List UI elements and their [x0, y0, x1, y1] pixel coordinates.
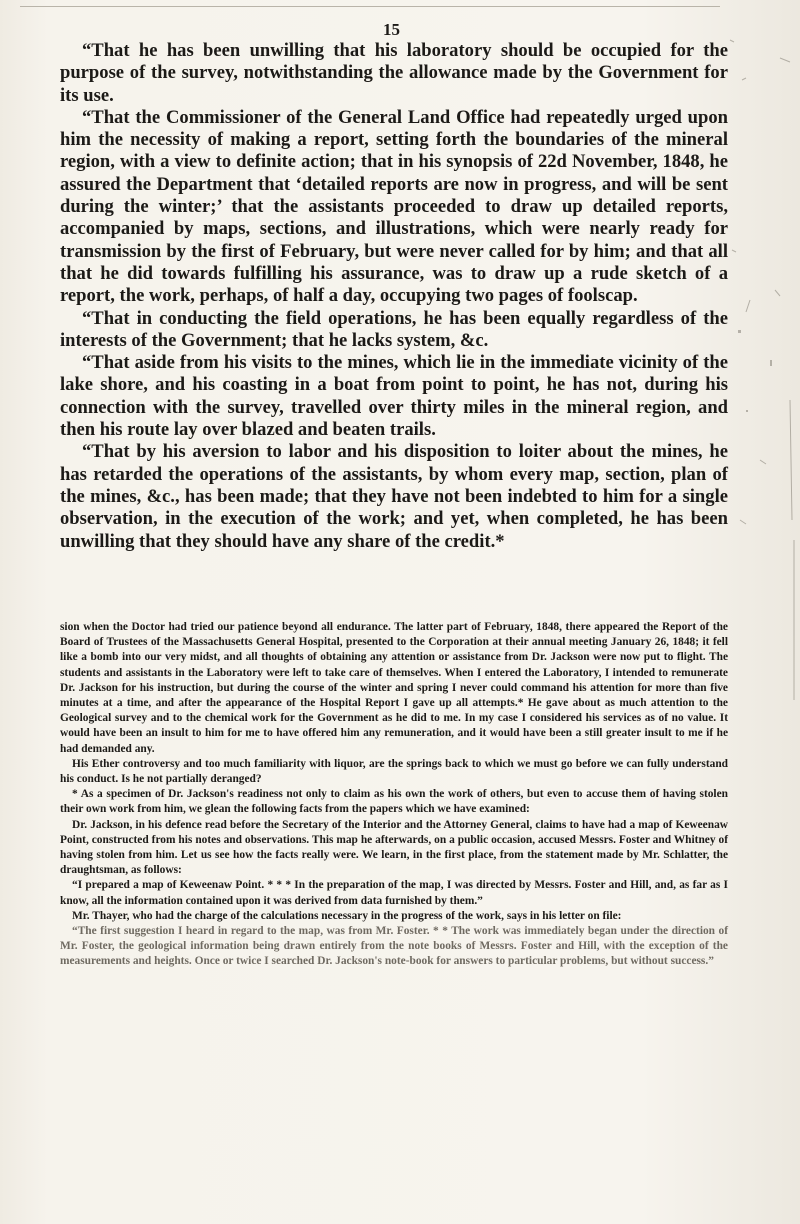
- paragraph: “That the Commissioner of the General Land Office had repeatedly urged upon him the necessity of making a report, setting forth the boundaries of the mineral region, with a view to definite action; that in his synopsis of 22d November, 1848, he assured the Department that ‘detailed reports are now in progress, and will be sent during the winter;’ that the assistants proceeded to draw up detailed reports, accompanied by maps, sections, and illustrations, which were nearly ready for transmission by the first of February, but were never called for by him; and that all that he did towards fulfilling his assurance, was to draw up a rude sketch of a report, the work, perhaps, of half a day, occupying two pages of foolscap.: [60, 106, 728, 307]
- footnotes: [60, 620, 728, 970]
- top-edge-rule: [20, 6, 720, 7]
- paragraph: “That aside from his visits to the mines, which lie in the immediate vicinity of the lake shore, and his coasting in a boat from point to point, he has not, during his connection with the survey, travelled over thirty miles in the mineral region, and then his route lay over blazed and beaten trails.: [60, 352, 728, 441]
- footnote: Mr. Thayer, who had the charge of the calculations necessary in the progress of the work, says in his letter on file:: [72, 909, 622, 922]
- footnote: * As a specimen of Dr. Jackson's readiness not only to claim as his own the work of others, but even to accuse them of having stolen their own work from him, we glean the following facts from the papers which we have examined:: [60, 788, 728, 816]
- main-text: [60, 40, 728, 553]
- paragraph: “That by his aversion to labor and his disposition to loiter about the mines, he has retarded the operations of the assistants, by whom every map, section, plan of the mines, &c., has been made; that they have not been indebted to him for a single observation, in the execution of the work; and yet, when completed, he has been unwilling that they should have any share of the credit.*: [60, 441, 728, 552]
- paragraph: “That in conducting the field operations, he has been equally regardless of the interests of the Government; that he lacks system, &c.: [60, 307, 728, 351]
- footnote-quote: “The first suggestion I heard in regard to the map, was from Mr. Foster. * * The work was immediately began under the direction of Mr. Foster, the geological information being drawn entirely from the note books of Messrs. Foster and Hill, with the exception of the measurements and heights. Once or twice I searched Dr. Jackson's note-book for answers to particular problems, but without success.”: [60, 925, 728, 968]
- page-number: 15: [383, 20, 400, 39]
- footnote: Dr. Jackson, in his defence read before the Secretary of the Interior and the Attorney General, claims to have had a map of Keweenaw Point, constructed from his notes and observations. This map he afterwards, on a public occasion, accused Messrs. Foster and Whitney of having stolen from him. Let us see how the facts really were. We learn, in the first place, from the statement made by Mr. Schlatter, the draughtsman, as follows:: [60, 818, 728, 877]
- footnote-continuation: sion when the Doctor had tried our patience beyond all endurance. The latter part of February, 1848, there appeared the Report of the Board of Trustees of the Massachusetts General Hospital, presented to the Corporation at their annual meeting January 26, 1848; it fell like a bomb into our very midst, and all thoughts of obtaining any attention or assistance from Dr. Jackson were now put to flight. The students and assistants in the Laboratory were left to take care of themselves. When I entered the Laboratory, I intended to remunerate Dr. Jackson for his instruction, but during the course of the winter and spring I never could command his attention for more than five minutes at a time, and after the appearance of the Hospital Report I gave up all attempts.* He gave about as much attention to the Geological survey and to the chemical work for the Government as he did to me. In my case I considered his services as of no value. It would have been an insult to him for me to have offered him any remuneration, and it would have been a still greater insult to me if he had demanded any.: [60, 621, 728, 755]
- right-margin-bleed-marks: [720, 0, 800, 1224]
- footnote-quote: “I prepared a map of Keweenaw Point. * * * In the preparation of the map, I was directed by Messrs. Foster and Hill, and, as far as I know, all the information contained upon it was derived from data furnished by them.”: [60, 879, 728, 907]
- paragraph: “That he has been unwilling that his laboratory should be occupied for the purpose of the survey, notwithstanding the allowance made by the Government for its use.: [60, 40, 728, 106]
- footnote: His Ether controversy and too much familiarity with liquor, are the springs back to which we must go before we can fully understand his conduct. Is he not partially deranged?: [60, 757, 728, 786]
